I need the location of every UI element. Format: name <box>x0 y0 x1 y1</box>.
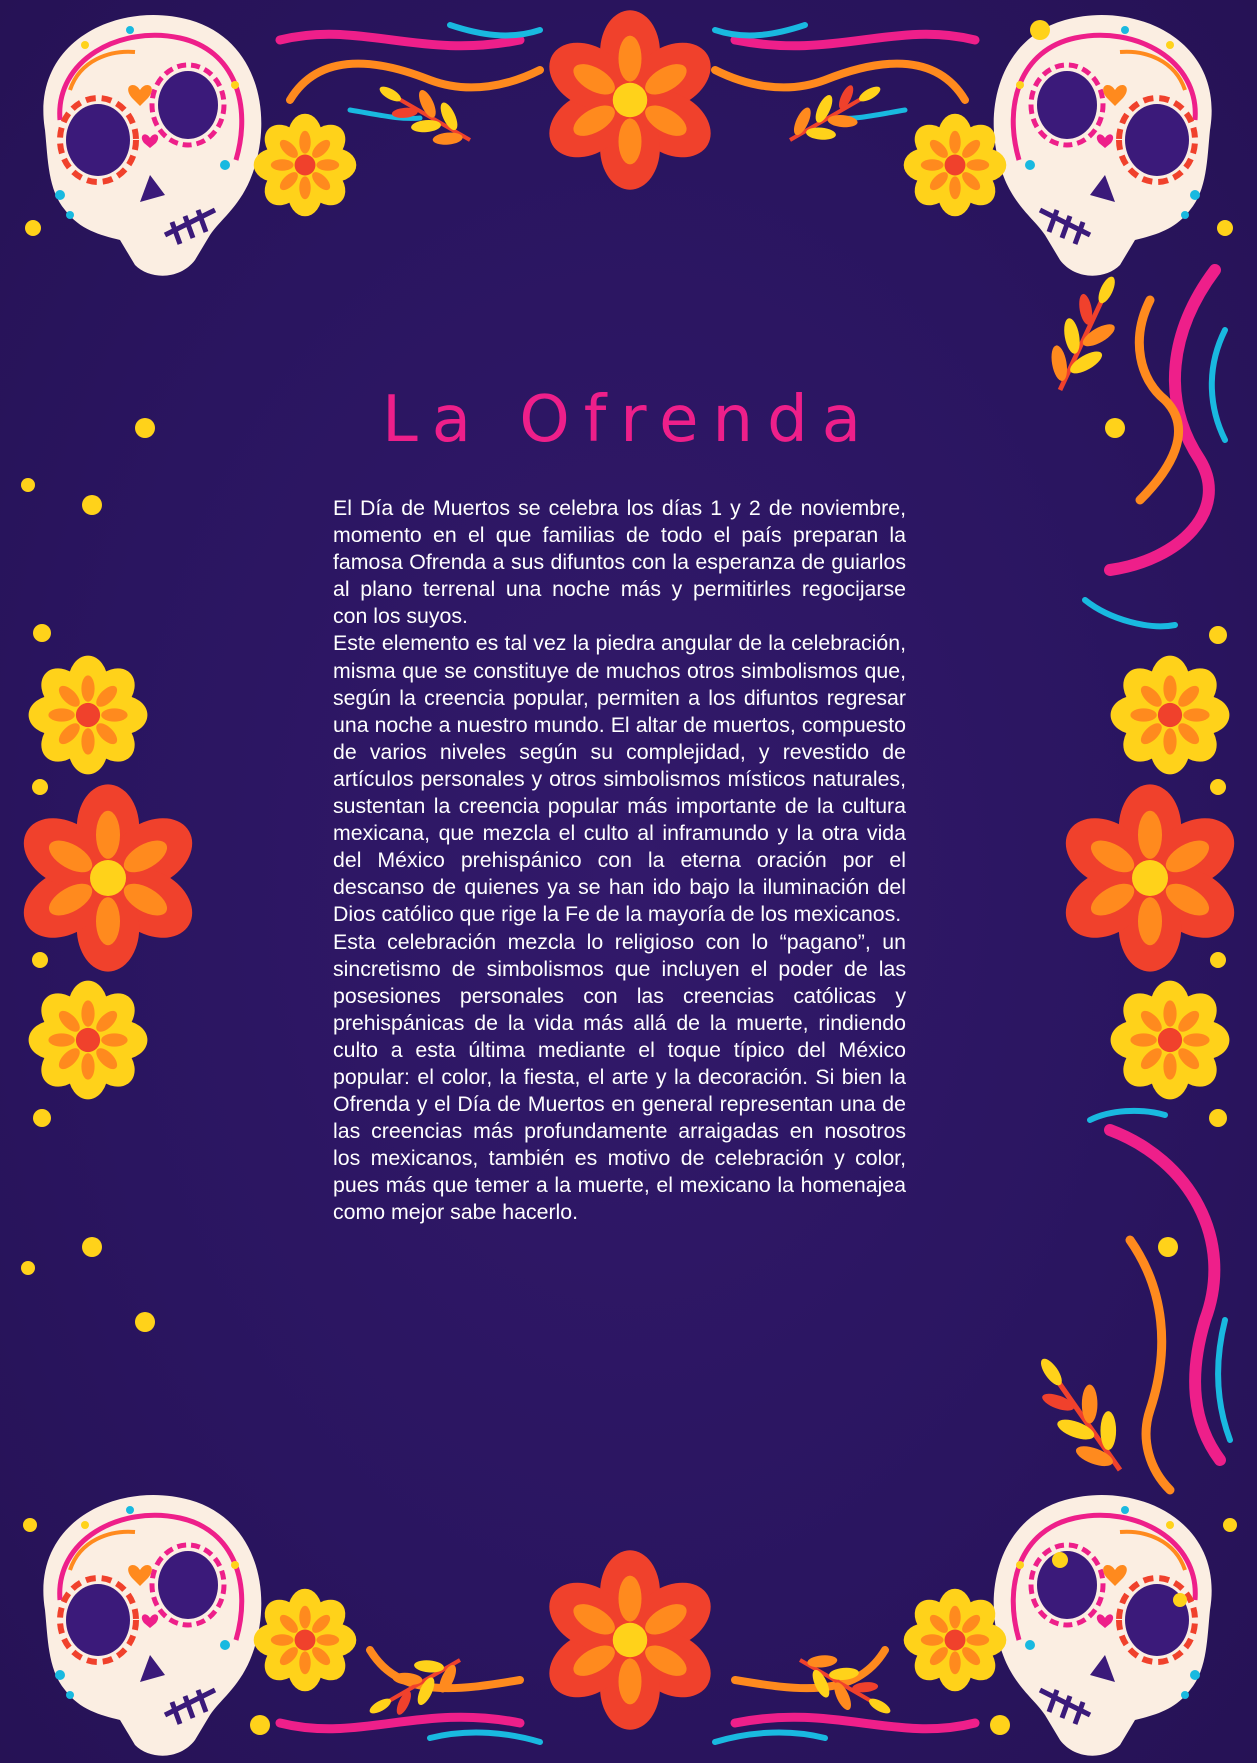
paragraph: Este elemento es tal vez la piedra angular de la celebración, misma que se constituye de muchos otros simbolismos que, según la creencia popular, permiten a los difuntos regresar una noche a nuestro mundo. El altar de muertos, compuesto de varios niveles según su complejidad, y revestido de artículos personales y otros simbolismos místicos naturales, sustentan la creencia popular más importante de la cultura mexicana, que mezcla el culto al inframundo y la otra vida del México prehispánico con la eterna oración por el descanso de quienes ya se han ido bajo la iluminación del Dios católico que rige la Fe de la mayoría de los mexicanos. <box>333 631 906 927</box>
page-title: La Ofrenda <box>382 383 875 457</box>
paragraph: El Día de Muertos se celebra los días 1 y 2 de noviembre, momento en el que familias de todo el país preparan la famosa Ofrenda a sus difuntos con la esperanza de guiarlos al plano terrenal una noche más y permitirles regocijarse con los suyos. <box>333 496 906 629</box>
paragraph: Esta celebración mezcla lo religioso con lo “pagano”, un sincretismo de simbolismos que incluyen el poder de las posesiones personales con las creencias católicas y prehispánicas de la vida más allá de la muerte, rindiendo culto a esta última mediante el toque típico del México popular: el color, la fiesta, el arte y la decoración. Si bien la Ofrenda y el Día de Muertos en general representan una de las creencias más profundamente arraigadas en nosotros los mexicanos, también es motivo de celebración y color, pues más que temer a la muerte, el mexicano la homenajea como mejor sabe hacerlo. <box>333 929 906 1225</box>
body-text <box>333 495 906 1227</box>
